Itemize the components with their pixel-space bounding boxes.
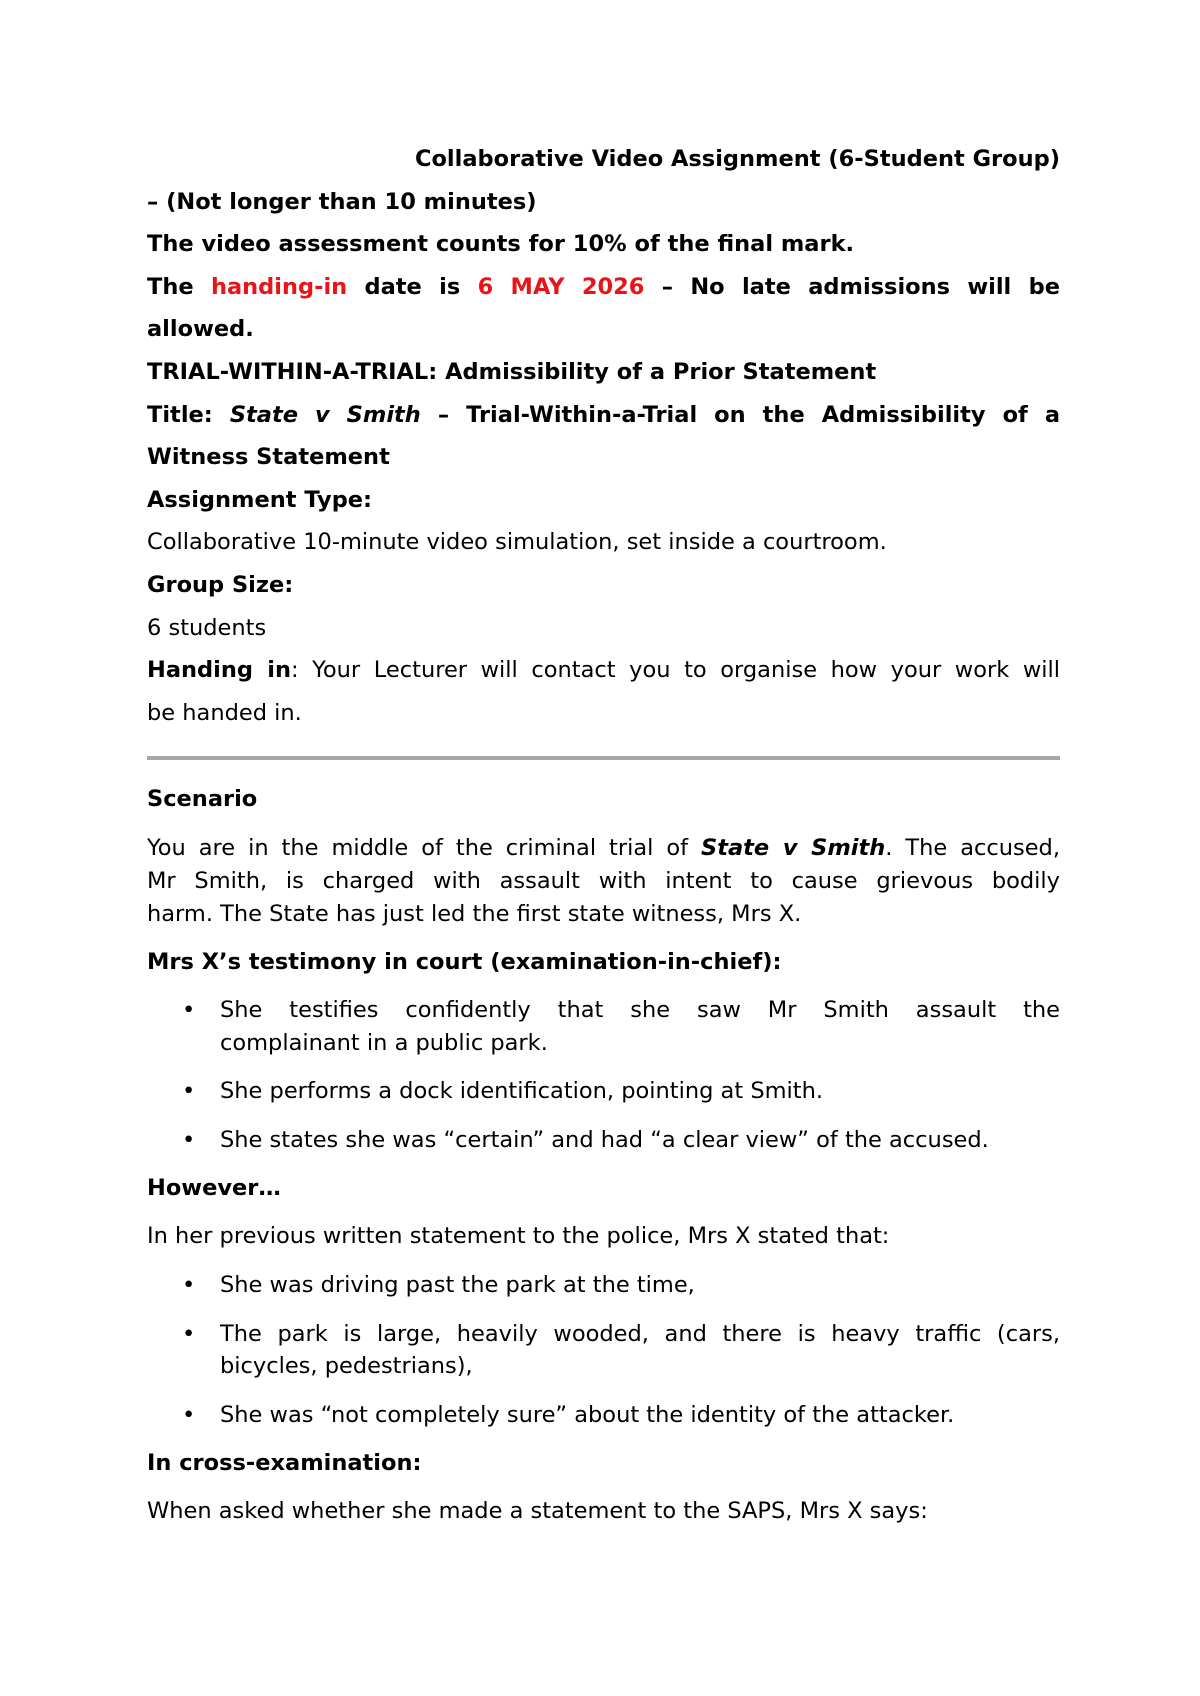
title-rest: – Trial-Within-a-Trial on the Admissibility of a <box>420 401 1061 428</box>
bullet-icon: • <box>182 1320 196 1347</box>
cross-examination-text: When asked whether she made a statement to the SAPS, Mrs X says: <box>147 1498 928 1525</box>
document-page <box>147 138 1060 1528</box>
list-item <box>147 1075 1060 1108</box>
list-item <box>147 1124 1060 1157</box>
assignment-type-label: Assignment Type: <box>147 486 373 513</box>
previous-statement-intro: In her previous written statement to the police, Mrs X stated that: <box>147 1223 890 1250</box>
intro-pre: You are in the middle of the criminal trial of <box>147 835 702 862</box>
however-heading: However… <box>147 1175 281 1202</box>
bullet-icon: • <box>182 1126 196 1153</box>
weight-note: The video assessment counts for 10% of the final mark. <box>147 231 855 258</box>
handing-post: – No late admissions will be <box>644 273 1060 300</box>
handing-in-line-end: allowed. <box>147 316 254 343</box>
group-size-value: 6 students <box>147 614 267 641</box>
handing-pre: The <box>147 273 211 300</box>
title-line-end: Witness Statement <box>147 444 390 471</box>
title-label: Title: <box>147 401 230 428</box>
handing-in-value: : Your Lecturer will contact you to organise how your work will <box>290 657 1061 684</box>
duration-note: – (Not longer than 10 minutes) <box>147 188 537 215</box>
list-item-text: She was driving past the park at the time, <box>220 1272 695 1299</box>
list-item-text: She was “not completely sure” about the identity of the attacker. <box>220 1401 955 1428</box>
handing-in-info <box>147 649 1060 692</box>
bullet-icon: • <box>182 997 196 1024</box>
handing-in-info-end: be handed in. <box>147 699 302 726</box>
group-size-label: Group Size: <box>147 571 294 598</box>
bullet-icon: • <box>182 1401 196 1428</box>
cross-examination-heading: In cross-examination: <box>147 1450 422 1477</box>
scenario-intro-line-2: Mr Smith, is charged with assault with intent to cause grievous bodily <box>147 867 1060 894</box>
scenario-intro-line-1 <box>147 832 1060 865</box>
horizontal-rule <box>147 756 1060 760</box>
testimony-list <box>147 994 1060 1156</box>
bullet-icon: • <box>182 1272 196 1299</box>
trial-heading: TRIAL-WITHIN-A-TRIAL: Admissibility of a Prior Statement <box>147 358 877 385</box>
assignment-title: Collaborative Video Assignment (6-Student Group) <box>414 146 1060 172</box>
list-item <box>147 1269 1060 1302</box>
list-item-line-2: bicycles, pedestrians), <box>220 1353 473 1380</box>
scenario-intro-line-3: harm. The State has just led the first state witness, Mrs X. <box>147 900 802 927</box>
previous-statement-list <box>147 1269 1060 1431</box>
bullet-icon: • <box>182 1078 196 1105</box>
list-item <box>147 994 1060 1059</box>
list-item-text: She performs a dock identification, pointing at Smith. <box>220 1078 824 1105</box>
scenario-intro <box>147 832 1060 930</box>
title-line <box>147 394 1060 437</box>
list-item <box>147 1318 1060 1383</box>
testimony-heading: Mrs X’s testimony in court (examination-in-chief): <box>147 949 782 976</box>
assignment-type-value: Collaborative 10-minute video simulation, set inside a courtroom. <box>147 529 887 556</box>
list-item <box>147 1399 1060 1432</box>
handing-mid: date is <box>347 273 478 300</box>
handing-in-word: handing-in <box>210 273 348 300</box>
title-case-name: State v Smith <box>229 401 421 428</box>
list-item-line-2: complainant in a public park. <box>220 1029 548 1056</box>
list-item-text: She states she was “certain” and had “a clear view” of the accused. <box>220 1126 989 1153</box>
list-item-line-1: She testifies confidently that she saw Mr Smith assault the <box>220 997 1060 1024</box>
handing-in-date: 6 MAY 2026 <box>477 273 645 300</box>
scenario-heading: Scenario <box>147 786 258 813</box>
intro-case-name: State v Smith <box>701 835 886 862</box>
handing-in-label: Handing in <box>147 657 291 684</box>
list-item-line-1: The park is large, heavily wooded, and there is heavy traffic (cars, <box>220 1320 1060 1347</box>
handing-in-line <box>147 266 1060 309</box>
intro-post: . The accused, <box>885 835 1060 862</box>
